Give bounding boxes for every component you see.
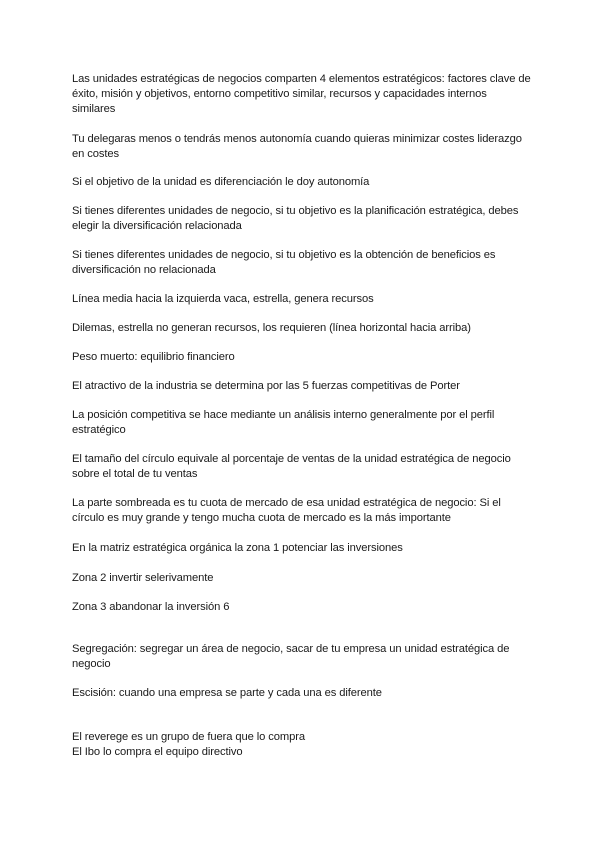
paragraph-11: El tamaño del círculo equivale al porcentaje de ventas de la unidad estratégica de negocio sobre el total de tu ventas — [72, 453, 511, 480]
paragraph-12: La parte sombreada es tu cuota de mercado de esa unidad estratégica de negocio: Si el círculo es muy grande y tengo mucha cuota de mercado es la más importante — [72, 497, 501, 524]
paragraph-7: Dilemas, estrella no generan recursos, los requieren (línea horizontal hacia arriba) — [72, 322, 471, 334]
paragraph-6: Línea media hacia la izquierda vaca, estrella, genera recursos — [72, 293, 374, 305]
paragraph-2: Tu delegaras menos o tendrás menos autonomía cuando quieras minimizar costes liderazgo en costes — [72, 133, 522, 160]
paragraph-10: La posición competitiva se hace mediante un análisis interno generalmente por el perfil estratégico — [72, 409, 495, 436]
paragraph-5: Si tienes diferentes unidades de negocio, si tu objetivo es la obtención de beneficios es diversificación no relacionada — [72, 249, 496, 276]
paragraph-14: Zona 2 invertir selerivamente — [72, 572, 214, 584]
paragraph-8: Peso muerto: equilibrio financiero — [72, 351, 235, 363]
paragraph-1: Las unidades estratégicas de negocios comparten 4 elementos estratégicos: factores clave de éxito, misión y objetivos, entorno competitivo similar, recursos y capacidades internos similares — [72, 73, 531, 115]
paragraph-4: Si tienes diferentes unidades de negocio, si tu objetivo es la planificación estratégica, debes elegir la diversificación relacionada — [72, 205, 519, 232]
paragraph-9: El atractivo de la industria se determina por las 5 fuerzas competitivas de Porter — [72, 380, 460, 392]
paragraph-19: El Ibo lo compra el equipo directivo — [72, 746, 243, 758]
paragraph-3: Si el objetivo de la unidad es diferenciación le doy autonomía — [72, 176, 370, 188]
paragraph-15: Zona 3 abandonar la inversión 6 — [72, 601, 230, 613]
paragraph-13: En la matriz estratégica orgánica la zona 1 potenciar las inversiones — [72, 542, 403, 554]
paragraph-16: Segregación: segregar un área de negocio, sacar de tu empresa un unidad estratégica de negocio — [72, 643, 510, 670]
paragraph-17: Escisión: cuando una empresa se parte y cada una es diferente — [72, 687, 382, 699]
paragraph-18: El reverege es un grupo de fuera que lo compra — [72, 731, 305, 743]
